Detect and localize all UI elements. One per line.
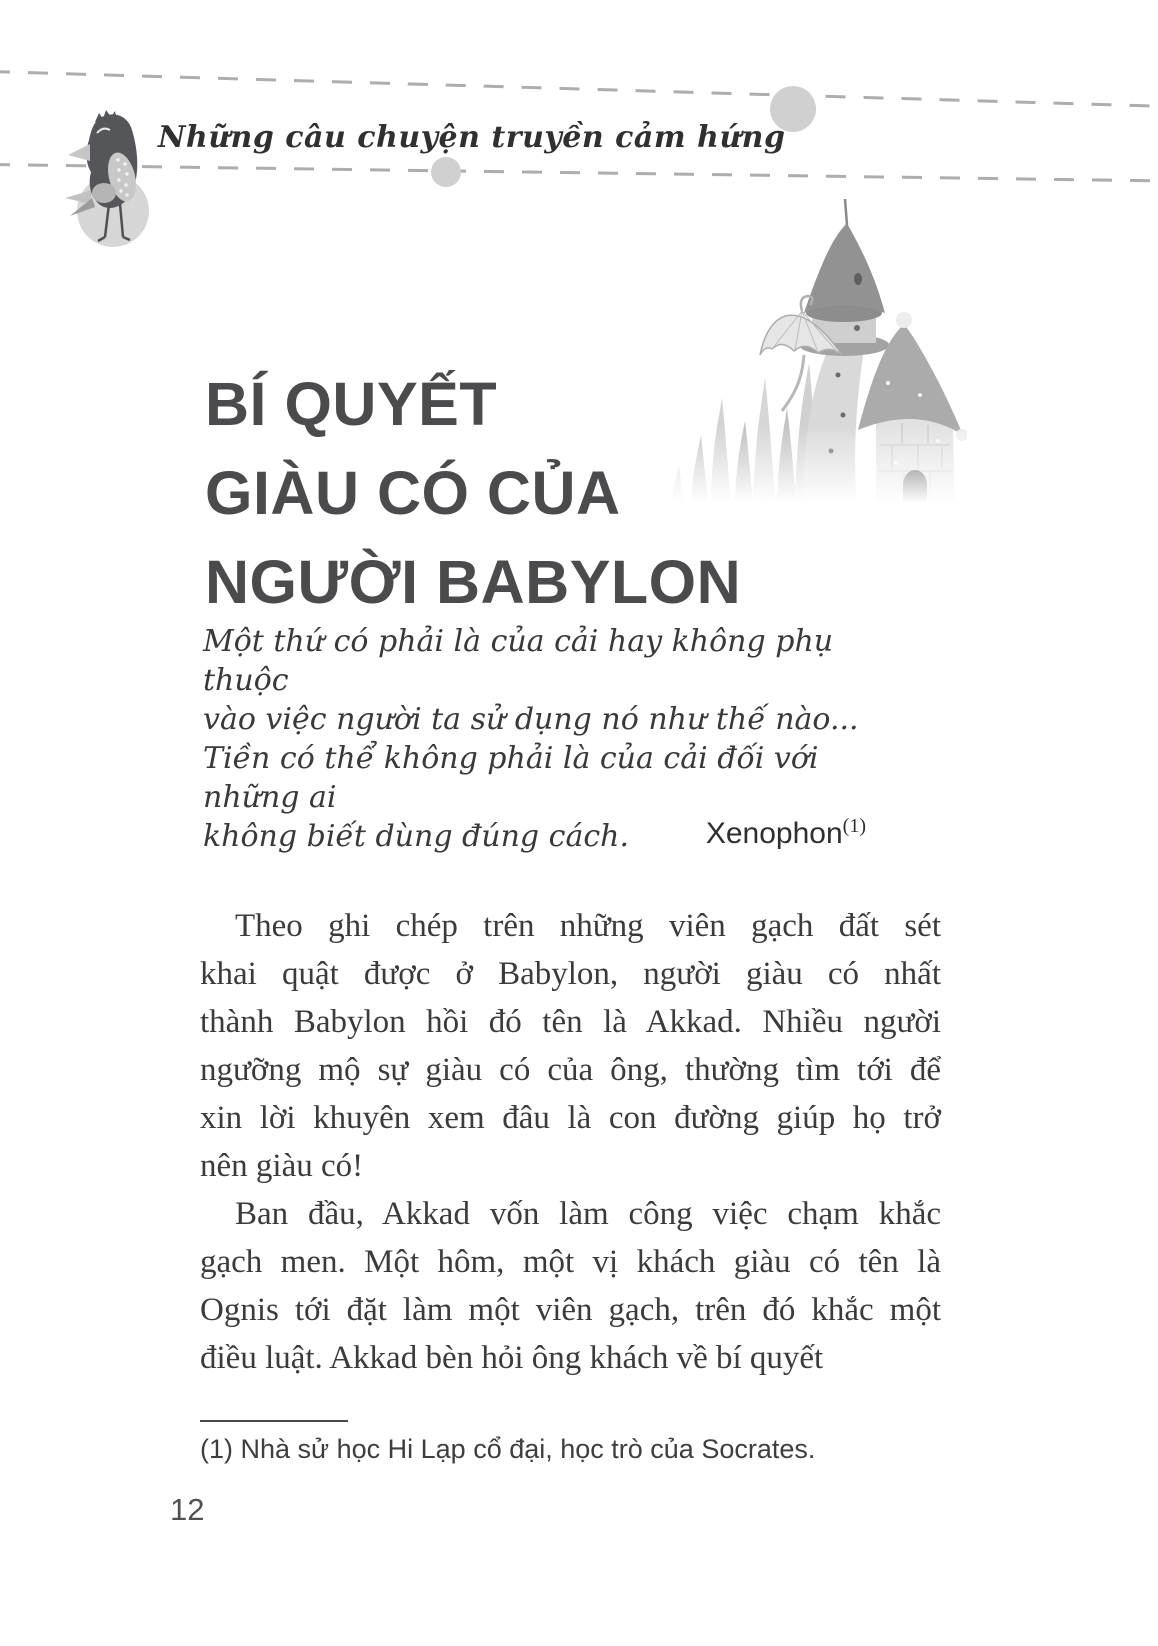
attribution-name: Xenophon [705,817,843,850]
text-line: GIÀU CÓ CỦA [205,459,621,527]
text-line: vào việc người ta sử dụng nó như thế nào... [203,702,859,737]
body-text [200,902,941,1382]
text-line: Một thứ có phải là của cải hay không phụ thuộc [203,624,834,698]
decor-circle-small [431,157,461,187]
body-text-line: gạch men. Một hôm, một vị khách giàu có tên là [200,1244,941,1280]
footnote-divider [200,1420,348,1422]
footnote-text: (1) Nhà sử học Hi Lạp cổ đại, học trò của Socrates. [200,1434,816,1464]
body-text-line: Theo ghi chép trên những viên gạch đất sét [235,908,941,944]
body-text-line: thành Babylon hồi đó tên là Akkad. Nhiều người [200,1004,941,1040]
body-text-line: Ban đầu, Akkad vốn làm công việc chạm khắc [235,1196,941,1232]
body-text-line: điều luật. Akkad bèn hỏi ông khách về bí quyết [200,1340,824,1376]
body-text-line: ngưỡng mộ sự giàu có của ông, thường tìm tới để [200,1052,941,1088]
text-line: NGƯỜI BABYLON [205,548,742,616]
paragraph [200,902,941,1190]
text-line: Tiền có thể không phải là của cải đối với những ai [203,741,819,815]
dashed-line-top [0,70,1158,109]
page-number: 12 [170,1492,205,1527]
footnote-ref-marker: (1) [842,815,866,837]
series-title: Những câu chuyện truyền cảm hứng [158,120,786,155]
body-text-line: khai quật được ở Babylon, người giàu có nhất [200,956,941,992]
bird-on-egg-icon [62,100,172,250]
body-text-line: xin lời khuyên xem đâu là con đường giúp họ trở [200,1100,941,1136]
text-line: không biết dùng đúng cách. [203,819,629,854]
paragraph [200,1190,941,1382]
body-text-line: nên giàu có! [200,1148,364,1184]
dashed-line-bottom [0,163,1158,183]
quote-attribution [706,815,866,851]
text-line: BÍ QUYẾT [205,370,498,438]
body-text-line: Ognis tới đặt làm một viên gạch, trên đó khắc một [200,1292,941,1328]
article-title [205,360,765,627]
